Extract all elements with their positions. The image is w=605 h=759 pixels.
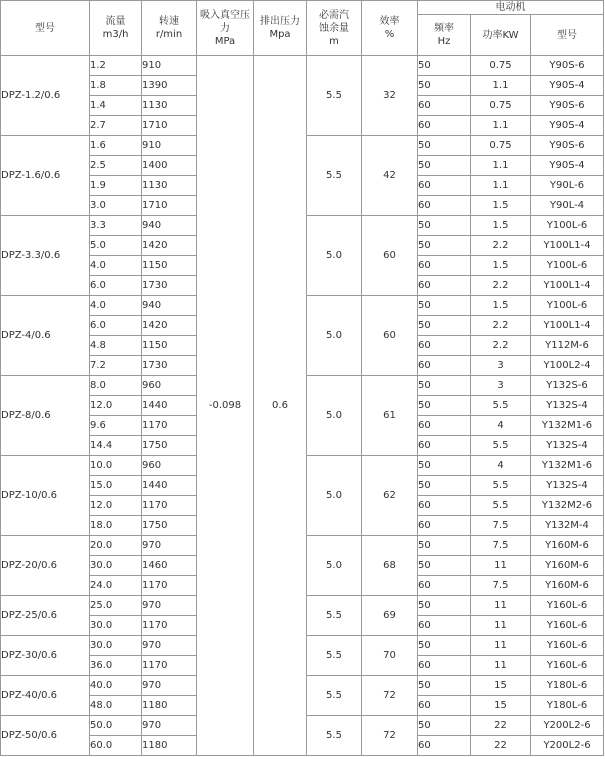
power-cell: 1.1 (471, 176, 531, 196)
speed-cell: 1750 (142, 436, 197, 456)
model-cell: DPZ-1.6/0.6 (1, 136, 90, 216)
speed-cell: 1710 (142, 196, 197, 216)
header-model-label: 型号 (35, 22, 55, 34)
motor-model-cell: Y132M1-6 (531, 416, 604, 436)
motor-model-cell: Y100L-6 (531, 256, 604, 276)
power-cell: 1.1 (471, 76, 531, 96)
frequency-cell: 50 (418, 476, 471, 496)
motor-model-cell: Y132M-4 (531, 516, 604, 536)
speed-cell: 1170 (142, 616, 197, 636)
npsh-cell: 5.5 (307, 136, 362, 216)
speed-cell: 970 (142, 536, 197, 556)
frequency-cell: 60 (418, 196, 471, 216)
header-power (471, 15, 531, 56)
speed-cell: 1730 (142, 276, 197, 296)
header-discharge-label: 排出压力 (260, 16, 300, 27)
frequency-cell: 50 (418, 56, 471, 76)
frequency-cell: 50 (418, 716, 471, 736)
efficiency-cell: 61 (362, 376, 418, 456)
flow-cell: 4.0 (90, 296, 142, 316)
power-cell: 11 (471, 616, 531, 636)
flow-cell: 24.0 (90, 576, 142, 596)
flow-cell: 30.0 (90, 616, 142, 636)
power-cell: 5.5 (471, 436, 531, 456)
efficiency-cell: 62 (362, 456, 418, 536)
npsh-cell: 5.0 (307, 296, 362, 376)
flow-cell: 25.0 (90, 596, 142, 616)
header-suction-label-2: 力 (220, 22, 230, 34)
speed-cell: 1390 (142, 76, 197, 96)
flow-cell: 1.4 (90, 96, 142, 116)
speed-cell: 1440 (142, 396, 197, 416)
power-cell: 2.2 (471, 336, 531, 356)
power-cell: 4 (471, 456, 531, 476)
speed-cell: 940 (142, 216, 197, 236)
motor-model-cell: Y90L-6 (531, 176, 604, 196)
motor-model-cell: Y132S-4 (531, 396, 604, 416)
power-cell: 5.5 (471, 396, 531, 416)
npsh-cell: 5.0 (307, 456, 362, 536)
speed-cell: 1710 (142, 116, 197, 136)
header-frequency-label: 频率 (434, 23, 454, 34)
flow-cell: 7.2 (90, 356, 142, 376)
frequency-cell: 60 (418, 276, 471, 296)
flow-cell: 6.0 (90, 276, 142, 296)
frequency-cell: 60 (418, 116, 471, 136)
model-cell: DPZ-3.3/0.6 (1, 216, 90, 296)
motor-model-cell: Y90S-6 (531, 56, 604, 76)
power-cell: 0.75 (471, 96, 531, 116)
frequency-cell: 60 (418, 516, 471, 536)
speed-cell: 1420 (142, 316, 197, 336)
header-motor-model (531, 15, 604, 56)
speed-cell: 1180 (142, 696, 197, 716)
header-flow-label: 流量 (105, 16, 126, 27)
motor-model-cell: Y100L2-4 (531, 356, 604, 376)
motor-model-cell: Y180L-6 (531, 696, 604, 716)
header-speed (142, 1, 197, 56)
speed-cell: 1150 (142, 336, 197, 356)
header-suction-unit: MPa (214, 35, 236, 47)
power-cell: 22 (471, 736, 531, 756)
header-model (1, 1, 90, 56)
frequency-cell: 50 (418, 296, 471, 316)
power-cell: 7.5 (471, 576, 531, 596)
npsh-cell: 5.0 (307, 376, 362, 456)
motor-model-cell: Y160M-6 (531, 556, 604, 576)
motor-model-cell: Y160M-6 (531, 576, 604, 596)
motor-model-cell: Y100L1-4 (531, 276, 604, 296)
header-discharge-unit: Mpa (269, 29, 291, 40)
flow-cell: 3.3 (90, 216, 142, 236)
power-cell: 2.2 (471, 316, 531, 336)
frequency-cell: 60 (418, 416, 471, 436)
efficiency-cell: 42 (362, 136, 418, 216)
discharge-pressure-cell: 0.6 (254, 56, 307, 756)
npsh-cell: 5.0 (307, 216, 362, 296)
motor-model-cell: Y132M1-6 (531, 456, 604, 476)
flow-cell: 5.0 (90, 236, 142, 256)
flow-cell: 40.0 (90, 676, 142, 696)
speed-cell: 960 (142, 456, 197, 476)
power-cell: 11 (471, 636, 531, 656)
speed-cell: 1170 (142, 576, 197, 596)
power-cell: 1.1 (471, 116, 531, 136)
header-npsh (307, 1, 362, 56)
frequency-cell: 60 (418, 96, 471, 116)
motor-model-cell: Y112M-6 (531, 336, 604, 356)
power-cell: 4 (471, 416, 531, 436)
table-row (1, 56, 604, 76)
frequency-cell: 50 (418, 556, 471, 576)
model-cell: DPZ-4/0.6 (1, 296, 90, 376)
frequency-cell: 50 (418, 316, 471, 336)
header-speed-unit: r/min (155, 29, 183, 40)
header-suction-label-1: 吸入真空压 (200, 9, 250, 21)
efficiency-cell: 72 (362, 716, 418, 756)
speed-cell: 1400 (142, 156, 197, 176)
motor-model-cell: Y100L1-4 (531, 236, 604, 256)
frequency-cell: 60 (418, 256, 471, 276)
table-header (1, 1, 604, 56)
header-flow (90, 1, 142, 56)
model-cell: DPZ-30/0.6 (1, 636, 90, 676)
motor-model-cell: Y160L-6 (531, 656, 604, 676)
frequency-cell: 50 (418, 136, 471, 156)
speed-cell: 1750 (142, 516, 197, 536)
npsh-cell: 5.0 (307, 536, 362, 596)
power-cell: 1.5 (471, 196, 531, 216)
frequency-cell: 60 (418, 656, 471, 676)
efficiency-cell: 69 (362, 596, 418, 636)
efficiency-cell: 70 (362, 636, 418, 676)
power-cell: 11 (471, 656, 531, 676)
frequency-cell: 60 (418, 576, 471, 596)
npsh-cell: 5.5 (307, 56, 362, 136)
frequency-cell: 50 (418, 236, 471, 256)
flow-cell: 2.7 (90, 116, 142, 136)
flow-cell: 12.0 (90, 496, 142, 516)
header-motor-label: 电动机 (495, 2, 526, 13)
model-cell: DPZ-25/0.6 (1, 596, 90, 636)
header-npsh-unit: m (329, 35, 339, 47)
speed-cell: 970 (142, 676, 197, 696)
speed-cell: 940 (142, 296, 197, 316)
model-cell: DPZ-50/0.6 (1, 716, 90, 756)
flow-cell: 30.0 (90, 636, 142, 656)
frequency-cell: 60 (418, 336, 471, 356)
header-efficiency (362, 1, 418, 56)
header-flow-unit: m3/h (102, 29, 129, 40)
model-cell: DPZ-20/0.6 (1, 536, 90, 596)
efficiency-cell: 72 (362, 676, 418, 716)
speed-cell: 1170 (142, 416, 197, 436)
motor-model-cell: Y90S-6 (531, 96, 604, 116)
flow-cell: 1.2 (90, 56, 142, 76)
power-cell: 3 (471, 376, 531, 396)
flow-cell: 30.0 (90, 556, 142, 576)
speed-cell: 970 (142, 636, 197, 656)
flow-cell: 48.0 (90, 696, 142, 716)
motor-model-cell: Y132M2-6 (531, 496, 604, 516)
header-efficiency-label: 效率 (379, 16, 400, 27)
header-motor-model-label: 型号 (557, 29, 577, 41)
power-cell: 1.1 (471, 156, 531, 176)
motor-model-cell: Y100L1-4 (531, 316, 604, 336)
speed-cell: 1460 (142, 556, 197, 576)
speed-cell: 910 (142, 56, 197, 76)
speed-cell: 1730 (142, 356, 197, 376)
speed-cell: 1420 (142, 236, 197, 256)
flow-cell: 60.0 (90, 736, 142, 756)
efficiency-cell: 60 (362, 296, 418, 376)
power-cell: 11 (471, 556, 531, 576)
flow-cell: 20.0 (90, 536, 142, 556)
flow-cell: 3.0 (90, 196, 142, 216)
frequency-cell: 60 (418, 496, 471, 516)
flow-cell: 15.0 (90, 476, 142, 496)
header-motor (418, 1, 604, 15)
frequency-cell: 60 (418, 696, 471, 716)
header-npsh-label-2: 蚀余量 (319, 22, 349, 34)
motor-model-cell: Y100L-6 (531, 296, 604, 316)
header-frequency-unit: Hz (437, 36, 451, 47)
frequency-cell: 50 (418, 376, 471, 396)
motor-model-cell: Y180L-6 (531, 676, 604, 696)
power-cell: 3 (471, 356, 531, 376)
flow-cell: 9.6 (90, 416, 142, 436)
speed-cell: 1170 (142, 496, 197, 516)
flow-cell: 2.5 (90, 156, 142, 176)
power-cell: 0.75 (471, 136, 531, 156)
model-cell: DPZ-8/0.6 (1, 376, 90, 456)
header-discharge-pressure (254, 1, 307, 56)
npsh-cell: 5.5 (307, 716, 362, 756)
speed-cell: 1150 (142, 256, 197, 276)
motor-model-cell: Y132S-6 (531, 376, 604, 396)
model-cell: DPZ-10/0.6 (1, 456, 90, 536)
motor-model-cell: Y160L-6 (531, 616, 604, 636)
speed-cell: 1180 (142, 736, 197, 756)
frequency-cell: 60 (418, 356, 471, 376)
flow-cell: 1.8 (90, 76, 142, 96)
power-cell: 0.75 (471, 56, 531, 76)
efficiency-cell: 68 (362, 536, 418, 596)
efficiency-cell: 60 (362, 216, 418, 296)
motor-model-cell: Y132S-4 (531, 476, 604, 496)
speed-cell: 970 (142, 596, 197, 616)
speed-cell: 1440 (142, 476, 197, 496)
table-body (1, 56, 604, 756)
power-cell: 1.5 (471, 256, 531, 276)
speed-cell: 910 (142, 136, 197, 156)
frequency-cell: 50 (418, 636, 471, 656)
motor-model-cell: Y90L-4 (531, 196, 604, 216)
motor-model-cell: Y100L-6 (531, 216, 604, 236)
power-cell: 5.5 (471, 496, 531, 516)
flow-cell: 10.0 (90, 456, 142, 476)
speed-cell: 1170 (142, 656, 197, 676)
frequency-cell: 50 (418, 676, 471, 696)
flow-cell: 1.6 (90, 136, 142, 156)
flow-cell: 36.0 (90, 656, 142, 676)
power-cell: 22 (471, 716, 531, 736)
power-cell: 1.5 (471, 296, 531, 316)
motor-model-cell: Y160L-6 (531, 596, 604, 616)
speed-cell: 1130 (142, 176, 197, 196)
power-cell: 7.5 (471, 516, 531, 536)
npsh-cell: 5.5 (307, 636, 362, 676)
frequency-cell: 50 (418, 456, 471, 476)
motor-model-cell: Y200L2-6 (531, 716, 604, 736)
flow-cell: 50.0 (90, 716, 142, 736)
model-cell: DPZ-1.2/0.6 (1, 56, 90, 136)
header-frequency (418, 15, 471, 56)
power-cell: 15 (471, 696, 531, 716)
power-cell: 7.5 (471, 536, 531, 556)
motor-model-cell: Y160L-6 (531, 636, 604, 656)
motor-model-cell: Y200L2-6 (531, 736, 604, 756)
motor-model-cell: Y132S-4 (531, 436, 604, 456)
efficiency-cell: 32 (362, 56, 418, 136)
motor-model-cell: Y160M-6 (531, 536, 604, 556)
frequency-cell: 50 (418, 156, 471, 176)
flow-cell: 1.9 (90, 176, 142, 196)
speed-cell: 970 (142, 716, 197, 736)
motor-model-cell: Y90S-4 (531, 76, 604, 96)
flow-cell: 12.0 (90, 396, 142, 416)
npsh-cell: 5.5 (307, 596, 362, 636)
power-cell: 5.5 (471, 476, 531, 496)
frequency-cell: 50 (418, 396, 471, 416)
motor-model-cell: Y90S-4 (531, 116, 604, 136)
power-cell: 15 (471, 676, 531, 696)
header-suction-pressure (197, 1, 254, 56)
motor-model-cell: Y90S-4 (531, 156, 604, 176)
header-power-label: 功率KW (482, 29, 519, 41)
header-efficiency-unit: % (384, 29, 395, 40)
frequency-cell: 50 (418, 536, 471, 556)
power-cell: 2.2 (471, 236, 531, 256)
npsh-cell: 5.5 (307, 676, 362, 716)
power-cell: 11 (471, 596, 531, 616)
frequency-cell: 50 (418, 596, 471, 616)
frequency-cell: 60 (418, 176, 471, 196)
flow-cell: 4.0 (90, 256, 142, 276)
header-speed-label: 转速 (159, 16, 179, 27)
header-npsh-label-1: 必需汽 (319, 9, 349, 21)
power-cell: 2.2 (471, 276, 531, 296)
flow-cell: 14.4 (90, 436, 142, 456)
flow-cell: 4.8 (90, 336, 142, 356)
frequency-cell: 60 (418, 436, 471, 456)
frequency-cell: 50 (418, 76, 471, 96)
frequency-cell: 50 (418, 216, 471, 236)
power-cell: 1.5 (471, 216, 531, 236)
flow-cell: 18.0 (90, 516, 142, 536)
speed-cell: 1130 (142, 96, 197, 116)
flow-cell: 8.0 (90, 376, 142, 396)
model-cell: DPZ-40/0.6 (1, 676, 90, 716)
suction-pressure-cell: -0.098 (197, 56, 254, 756)
flow-cell: 6.0 (90, 316, 142, 336)
motor-model-cell: Y90S-6 (531, 136, 604, 156)
speed-cell: 960 (142, 376, 197, 396)
frequency-cell: 60 (418, 616, 471, 636)
frequency-cell: 60 (418, 736, 471, 756)
